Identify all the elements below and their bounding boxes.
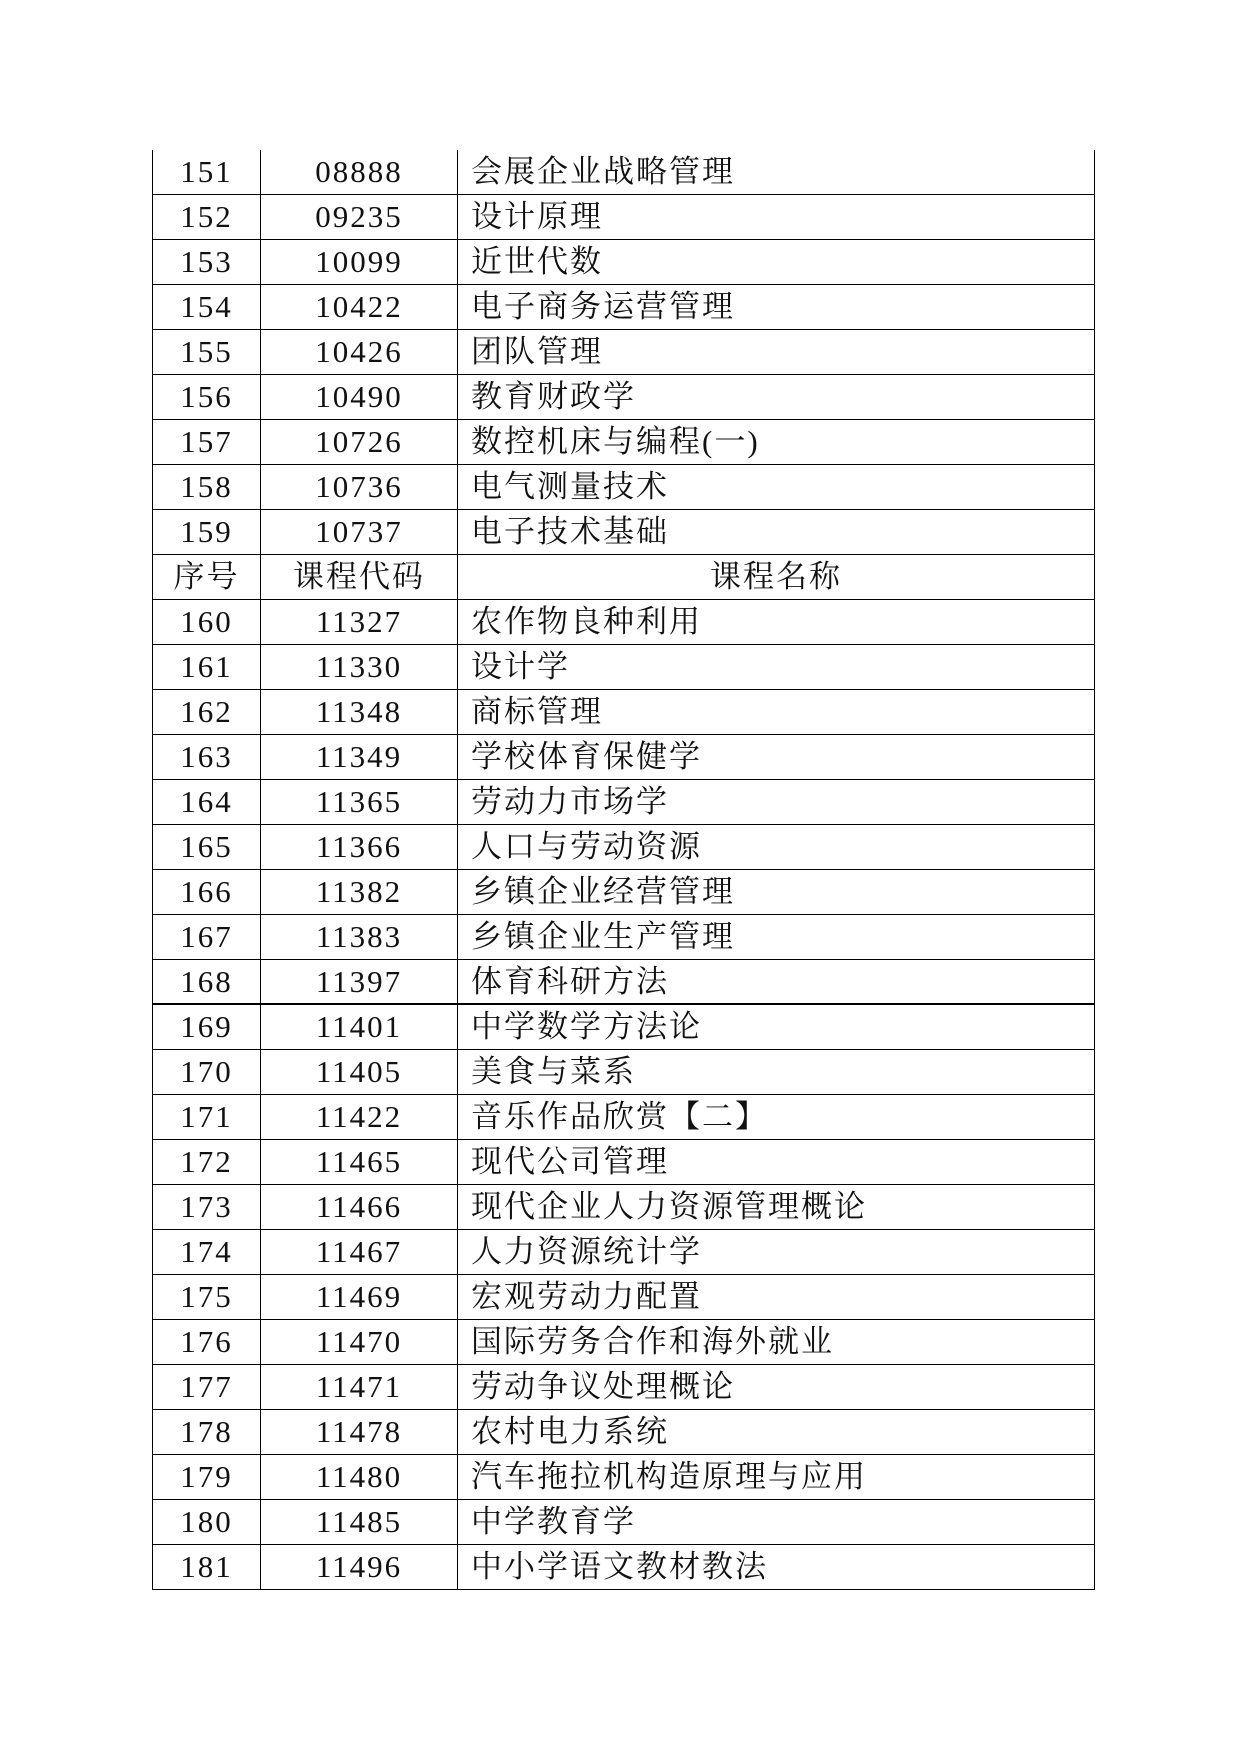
code-cell: 11366 [261,825,458,869]
name-cell: 中学教育学 [471,1504,636,1539]
name-cell: 会展企业战略管理 [471,154,735,189]
header-seq: 序号 [153,555,261,599]
table-row [153,1140,1094,1185]
name-cell: 人口与劳动资源 [471,829,702,864]
seq-cell: 166 [153,870,261,914]
name-cell: 数控机床与编程(一) [471,424,760,459]
seq-cell: 180 [153,1500,261,1544]
name-cell: 设计学 [471,649,570,684]
table-row [153,465,1094,510]
table-row [153,780,1094,825]
seq-cell: 174 [153,1230,261,1274]
code-cell: 10737 [261,510,458,554]
name-cell: 现代企业人力资源管理概论 [471,1189,867,1224]
code-cell: 11348 [261,690,458,734]
table-row [153,195,1094,240]
table-row [153,330,1094,375]
table-row [153,1455,1094,1500]
table-header-row [153,555,1094,600]
code-cell: 11466 [261,1185,458,1229]
name-cell: 乡镇企业经营管理 [471,874,735,909]
table-row [153,645,1094,690]
name-cell: 体育科研方法 [471,964,669,999]
seq-cell: 167 [153,915,261,959]
table-row [153,1320,1094,1365]
table-row [153,1185,1094,1230]
seq-cell: 168 [153,960,261,1003]
code-cell: 11469 [261,1275,458,1319]
code-cell: 11496 [261,1545,458,1589]
name-cell: 商标管理 [471,694,603,729]
name-cell: 农村电力系统 [471,1414,669,1449]
name-cell: 国际劳务合作和海外就业 [471,1324,834,1359]
code-cell: 10736 [261,465,458,509]
table-row [153,1500,1094,1545]
table-row [153,1005,1094,1050]
name-cell: 农作物良种利用 [471,604,702,639]
name-cell: 中学数学方法论 [471,1009,702,1044]
code-cell: 11327 [261,600,458,644]
code-cell: 11397 [261,960,458,1003]
header-code: 课程代码 [261,555,458,599]
code-cell: 08888 [261,150,458,194]
code-cell: 11467 [261,1230,458,1274]
table-row [153,285,1094,330]
seq-cell: 163 [153,735,261,779]
table-row [153,825,1094,870]
code-cell: 10726 [261,420,458,464]
code-cell: 11383 [261,915,458,959]
name-cell: 教育财政学 [471,379,636,414]
name-cell: 劳动力市场学 [471,784,669,819]
seq-cell: 159 [153,510,261,554]
seq-cell: 165 [153,825,261,869]
seq-cell: 156 [153,375,261,419]
code-cell: 11465 [261,1140,458,1184]
name-cell: 宏观劳动力配置 [471,1279,702,1314]
code-cell: 11478 [261,1410,458,1454]
table-row [153,1230,1094,1275]
code-cell: 11330 [261,645,458,689]
course-table [152,150,1095,1590]
code-cell: 11485 [261,1500,458,1544]
code-cell: 10490 [261,375,458,419]
seq-cell: 177 [153,1365,261,1409]
name-cell: 人力资源统计学 [471,1234,702,1269]
code-cell: 09235 [261,195,458,239]
seq-cell: 171 [153,1095,261,1139]
seq-cell: 181 [153,1545,261,1589]
code-cell: 11349 [261,735,458,779]
name-cell: 乡镇企业生产管理 [471,919,735,954]
table-row [153,1410,1094,1455]
name-cell: 电气测量技术 [471,469,669,504]
name-cell: 学校体育保健学 [471,739,702,774]
seq-cell: 162 [153,690,261,734]
seq-cell: 172 [153,1140,261,1184]
table-row [153,1365,1094,1410]
name-cell: 电子技术基础 [471,514,669,549]
table-row [153,915,1094,960]
seq-cell: 164 [153,780,261,824]
table-row [153,240,1094,285]
name-cell: 劳动争议处理概论 [471,1369,735,1404]
code-cell: 11401 [261,1005,458,1049]
code-cell: 10426 [261,330,458,374]
seq-cell: 176 [153,1320,261,1364]
seq-cell: 154 [153,285,261,329]
table-row [153,735,1094,780]
code-cell: 11480 [261,1455,458,1499]
table-row [153,600,1094,645]
seq-cell: 151 [153,150,261,194]
seq-cell: 175 [153,1275,261,1319]
code-cell: 10422 [261,285,458,329]
name-cell: 设计原理 [471,199,603,234]
code-cell: 10099 [261,240,458,284]
seq-cell: 158 [153,465,261,509]
seq-cell: 161 [153,645,261,689]
name-cell: 美食与菜系 [471,1054,636,1089]
seq-cell: 155 [153,330,261,374]
name-cell: 音乐作品欣赏【二】 [471,1099,768,1134]
code-cell: 11382 [261,870,458,914]
seq-cell: 160 [153,600,261,644]
seq-cell: 157 [153,420,261,464]
seq-cell: 169 [153,1005,261,1049]
table-row [153,420,1094,465]
name-cell: 近世代数 [471,244,603,279]
code-cell: 11365 [261,780,458,824]
code-cell: 11471 [261,1365,458,1409]
name-cell: 中小学语文教材教法 [471,1549,768,1584]
seq-cell: 170 [153,1050,261,1094]
name-cell: 电子商务运营管理 [471,289,735,324]
table-row [153,960,1094,1005]
table-row [153,510,1094,555]
table-row [153,1050,1094,1095]
table-row [153,1095,1094,1140]
code-cell: 11422 [261,1095,458,1139]
name-cell: 汽车拖拉机构造原理与应用 [471,1459,867,1494]
seq-cell: 178 [153,1410,261,1454]
table-row [153,1545,1094,1590]
seq-cell: 173 [153,1185,261,1229]
code-cell: 11405 [261,1050,458,1094]
code-cell: 11470 [261,1320,458,1364]
name-cell: 现代公司管理 [471,1144,669,1179]
table-row [153,150,1094,195]
name-cell: 团队管理 [471,334,603,369]
seq-cell: 153 [153,240,261,284]
seq-cell: 179 [153,1455,261,1499]
table-row [153,375,1094,420]
table-row [153,870,1094,915]
seq-cell: 152 [153,195,261,239]
table-row [153,690,1094,735]
table-row [153,1275,1094,1320]
header-name: 课程名称 [710,559,842,594]
